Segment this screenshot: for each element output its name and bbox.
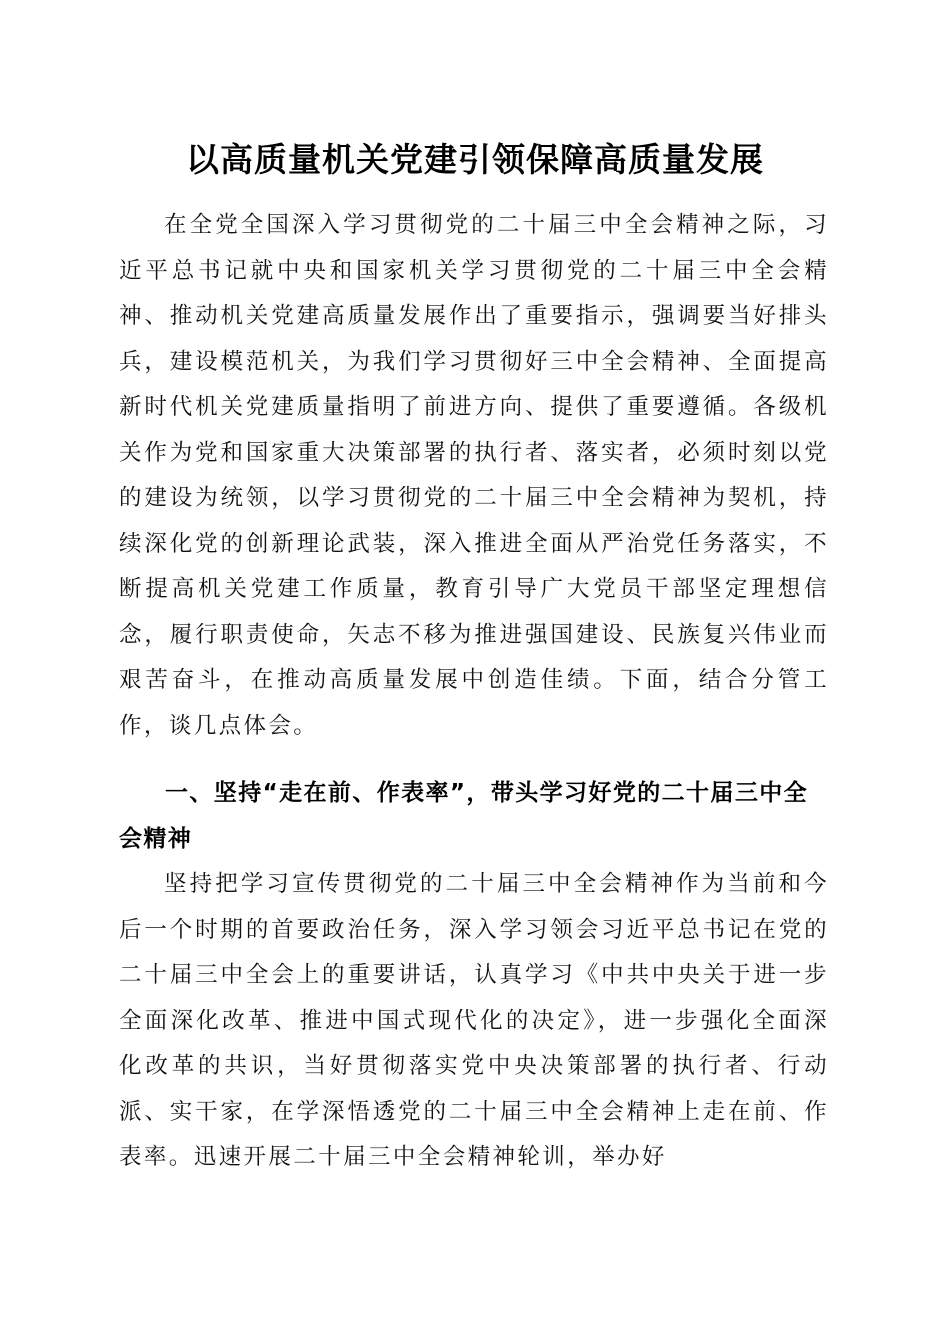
- intro-paragraph: 在全党全国深入学习贯彻党的二十届三中全会精神之际，习近平总书记就中央和国家机关学习贯彻党的二十届三中全会精神、推动机关党建高质量发展作出了重要指示，强调要当好排头兵，建设模范机关，为我们学习贯彻好三中全会精神、全面提高新时代机关党建质量指明了前进方向、提供了重要遵循。各级机关作为党和国家重大决策部署的执行者、落实者，必须时刻以党的建设为统领，以学习贯彻党的二十届三中全会精神为契机，持续深化党的创新理论武装，深入推进全面从严治党任务落实，不断提高机关党建工作质量，教育引导广大党员干部坚定理想信念，履行职责使命，矢志不移为推进强国建设、民族复兴伟业而艰苦奋斗，在推动高质量发展中创造佳绩。下面，结合分管工作，谈几点体会。: [119, 212, 829, 739]
- document-title: 以高质量机关党建引领保障高质量发展: [186, 140, 764, 179]
- section-1-heading: 一、坚持“走在前、作表率”，带头学习好党的二十届三中全会精神: [119, 780, 809, 852]
- section-1-paragraph: 坚持把学习宣传贯彻党的二十届三中全会精神作为当前和今后一个时期的首要政治任务，深入学习领会习近平总书记在党的二十届三中全会上的重要讲话，认真学习《中共中央关于进一步全面深化改革、推进中国式现代化的决定》，进一步强化全面深化改革的共识，当好贯彻落实党中央决策部署的执行者、行动派、实干家，在学深悟透党的二十届三中全会精神上走在前、作表率。迅速开展二十届三中全会精神轮训，举办好: [119, 871, 829, 1170]
